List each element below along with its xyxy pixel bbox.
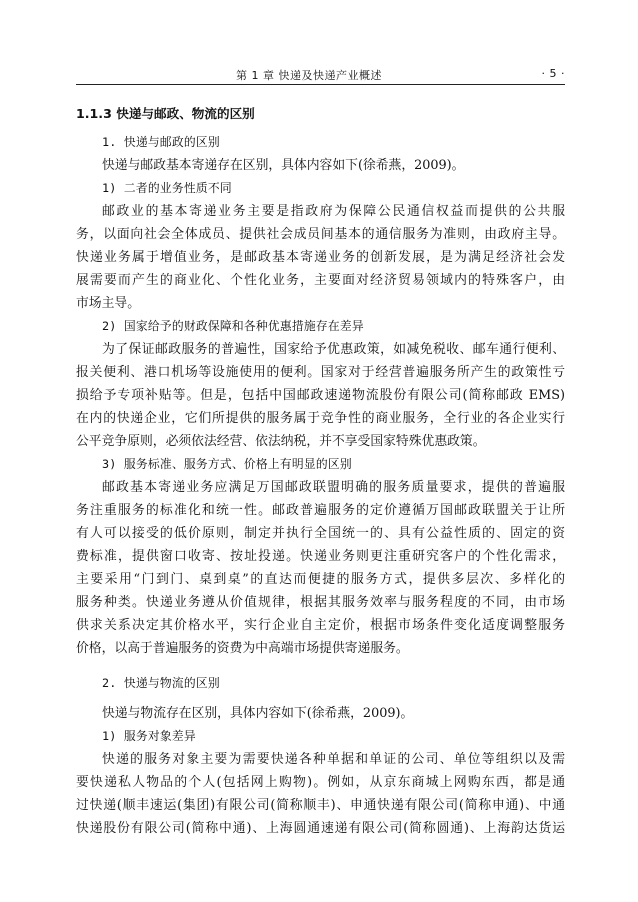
intro-paragraph-postal: 快递与邮政基本寄递存在区别，具体内容如下(徐希燕，2009)。 bbox=[102, 158, 465, 173]
paragraph-line: 展需要而产生的商业化、个性化业务，主要面对经济贸易领域内的特殊客户，由 bbox=[76, 273, 565, 288]
paragraph-line: 公平竞争原则，必须依法经营、依法纳税，并不享受国家特殊优惠政策。 bbox=[76, 434, 486, 449]
paragraph-line: 供求关系决定其价格水平，实行企业自主定价，根据市场条件变化适度调整服务 bbox=[76, 618, 565, 633]
paragraph-line: 损给予专项补贴等。但是，包括中国邮政速递物流股份有限公司(简称邮政 EMS) bbox=[76, 388, 565, 403]
page-body bbox=[76, 92, 565, 840]
paragraph-line: 在内的快递企业，它们所提供的服务属于竞争性的商业服务，全行业的各企业实行 bbox=[76, 411, 565, 426]
paragraph-line: 为了保证邮政服务的普遍性，国家给予优惠政策，如减免税收、邮车通行便利、 bbox=[102, 342, 565, 357]
paragraph-line: 有人可以接受的低价原则，制定并执行全国统一的、具有公益性质的、固定的资 bbox=[76, 526, 565, 541]
paragraph-line: 服务种类。快递业务遵从价值规律，根据其服务效率与服务程度的不同，由市场 bbox=[76, 595, 565, 610]
item-heading-service-targets: 1) 服务对象差异 bbox=[102, 729, 196, 743]
intro-paragraph-logistics: 快递与物流存在区别，具体内容如下(徐希燕，2009)。 bbox=[102, 706, 414, 721]
section-title: 1.1.3 快递与邮政、物流的区别 bbox=[76, 106, 255, 121]
subsection-heading-logistics: 2. 快递与物流的区别 bbox=[102, 676, 220, 690]
paragraph-line: 务，以面向社会全体成员、提供社会成员间基本的通信服务为准则，由政府主导。 bbox=[76, 227, 565, 242]
paragraph-line: 市场主导。 bbox=[76, 296, 140, 311]
paragraph-line: 价格，以高于普遍服务的资费为中高端市场提供寄递服务。 bbox=[76, 641, 409, 656]
paragraph-line: 过快递(顺丰速运(集团)有限公司(简称顺丰)、申通快递有限公司(简称申通)、中通 bbox=[76, 798, 565, 813]
page-number: · 5 · bbox=[541, 67, 565, 80]
paragraph-line: 邮政业的基本寄递业务主要是指政府为保障公民通信权益而提供的公共服 bbox=[102, 204, 565, 219]
paragraph-line: 报关便利、港口机场等设施使用的便利。国家对于经营普遍服务所产生的政策性亏 bbox=[76, 365, 565, 380]
item-heading-service-standards: 3) 服务标准、服务方式、价格上有明显的区别 bbox=[102, 457, 352, 471]
paragraph-line: 主要采用“门到门、桌到桌”的直达而便捷的服务方式，提供多层次、多样化的 bbox=[76, 572, 565, 587]
paragraph-line: 邮政基本寄递业务应满足万国邮政联盟明确的服务质量要求，提供的普遍服 bbox=[102, 480, 565, 495]
subsection-heading-postal: 1. 快递与邮政的区别 bbox=[102, 135, 220, 149]
item-heading-fiscal-support: 2) 国家给予的财政保障和各种优惠措施存在差异 bbox=[102, 319, 364, 333]
paragraph-line: 要快递私人物品的个人(包括网上购物)。例如，从京东商城上网购东西，都是通 bbox=[76, 775, 565, 790]
item-heading-business-nature: 1) 二者的业务性质不同 bbox=[102, 181, 232, 195]
paragraph-line: 快递业务属于增值业务，是邮政基本寄递业务的创新发展，是为满足经济社会发 bbox=[76, 250, 565, 265]
chapter-title: 第 1 章 快递及快递产业概述 bbox=[236, 69, 382, 82]
paragraph-line: 快递的服务对象主要为需要快递各种单据和单证的公司、单位等组织以及需 bbox=[102, 752, 565, 767]
paragraph-line: 费标准，提供窗口收寄、按址投递。快递业务则更注重研究客户的个性化需求， bbox=[76, 549, 565, 564]
paragraph-line: 快递股份有限公司(简称中通)、上海圆通速递有限公司(简称圆通)、上海韵达货运 bbox=[76, 821, 565, 836]
paragraph-line: 务注重服务的标准化和统一性。邮政普遍服务的定价遵循万国邮政联盟关于让所 bbox=[76, 503, 565, 518]
running-header bbox=[76, 64, 565, 85]
